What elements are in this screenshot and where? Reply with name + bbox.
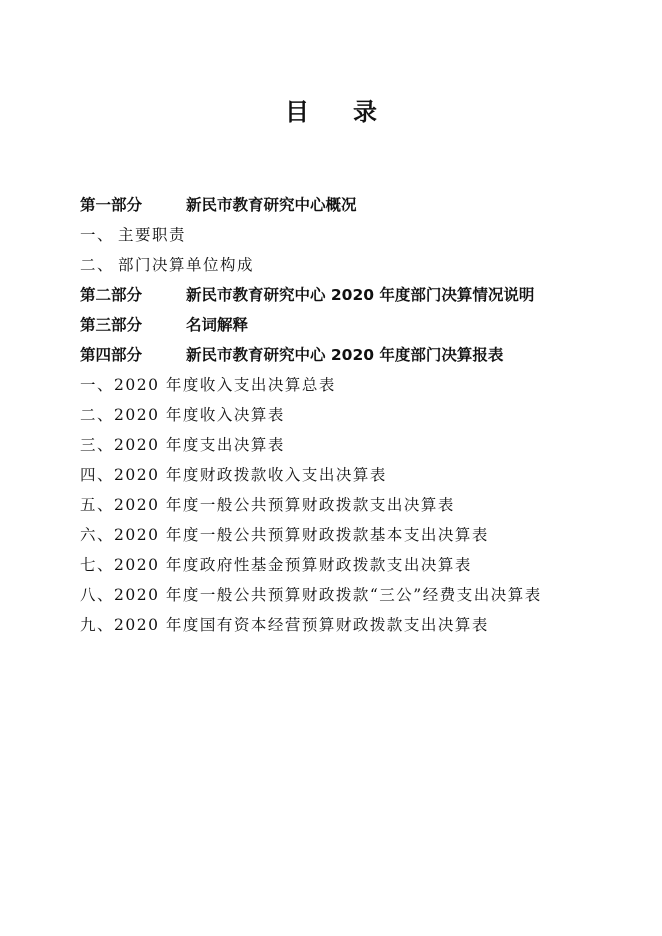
toc-part-text: 新民市教育研究中心 2020 年度部门决算情况说明 [186,286,535,304]
title-char-1: 目 [285,98,309,126]
toc-table-item: 四、2020 年度财政拨款收入支出决算表 [80,466,387,484]
toc-section-1 [80,220,640,250]
title-char-2: 录 [353,98,377,126]
toc-part-text: 名词解释 [186,316,249,334]
toc-part-label: 第一部分 [80,196,143,214]
toc-part-text: 新民市教育研究中心概况 [186,196,357,214]
toc-table-item: 三、2020 年度支出决算表 [80,436,285,454]
toc-part-3 [80,310,640,340]
toc-table-item: 七、2020 年度政府性基金预算财政拨款支出决算表 [80,556,472,574]
toc-table-item: 六、2020 年度一般公共预算财政拨款基本支出决算表 [80,526,489,544]
toc-part-2 [80,280,640,310]
page-title [0,92,662,127]
toc-part-text: 新民市教育研究中心 2020 年度部门决算报表 [186,346,504,364]
toc-table-item: 二、2020 年度收入决算表 [80,406,285,424]
table-of-contents [80,190,640,640]
toc-part-1 [80,190,640,220]
toc-section-2 [80,250,640,280]
toc-part-label: 第三部分 [80,316,143,334]
toc-part-4 [80,340,640,370]
toc-section-text: 部门决算单位构成 [118,256,255,274]
toc-section-number: 一、 [80,226,115,244]
toc-part-label: 第二部分 [80,286,143,304]
toc-section-number: 二、 [80,256,115,274]
toc-section-text: 主要职责 [118,226,187,244]
toc-table-item: 一、2020 年度收入支出决算总表 [80,376,336,394]
toc-table-item: 八、2020 年度一般公共预算财政拨款“三公”经费支出决算表 [80,586,542,604]
toc-table-item: 五、2020 年度一般公共预算财政拨款支出决算表 [80,496,455,514]
toc-table-item: 九、2020 年度国有资本经营预算财政拨款支出决算表 [80,616,489,634]
toc-part-label: 第四部分 [80,346,143,364]
